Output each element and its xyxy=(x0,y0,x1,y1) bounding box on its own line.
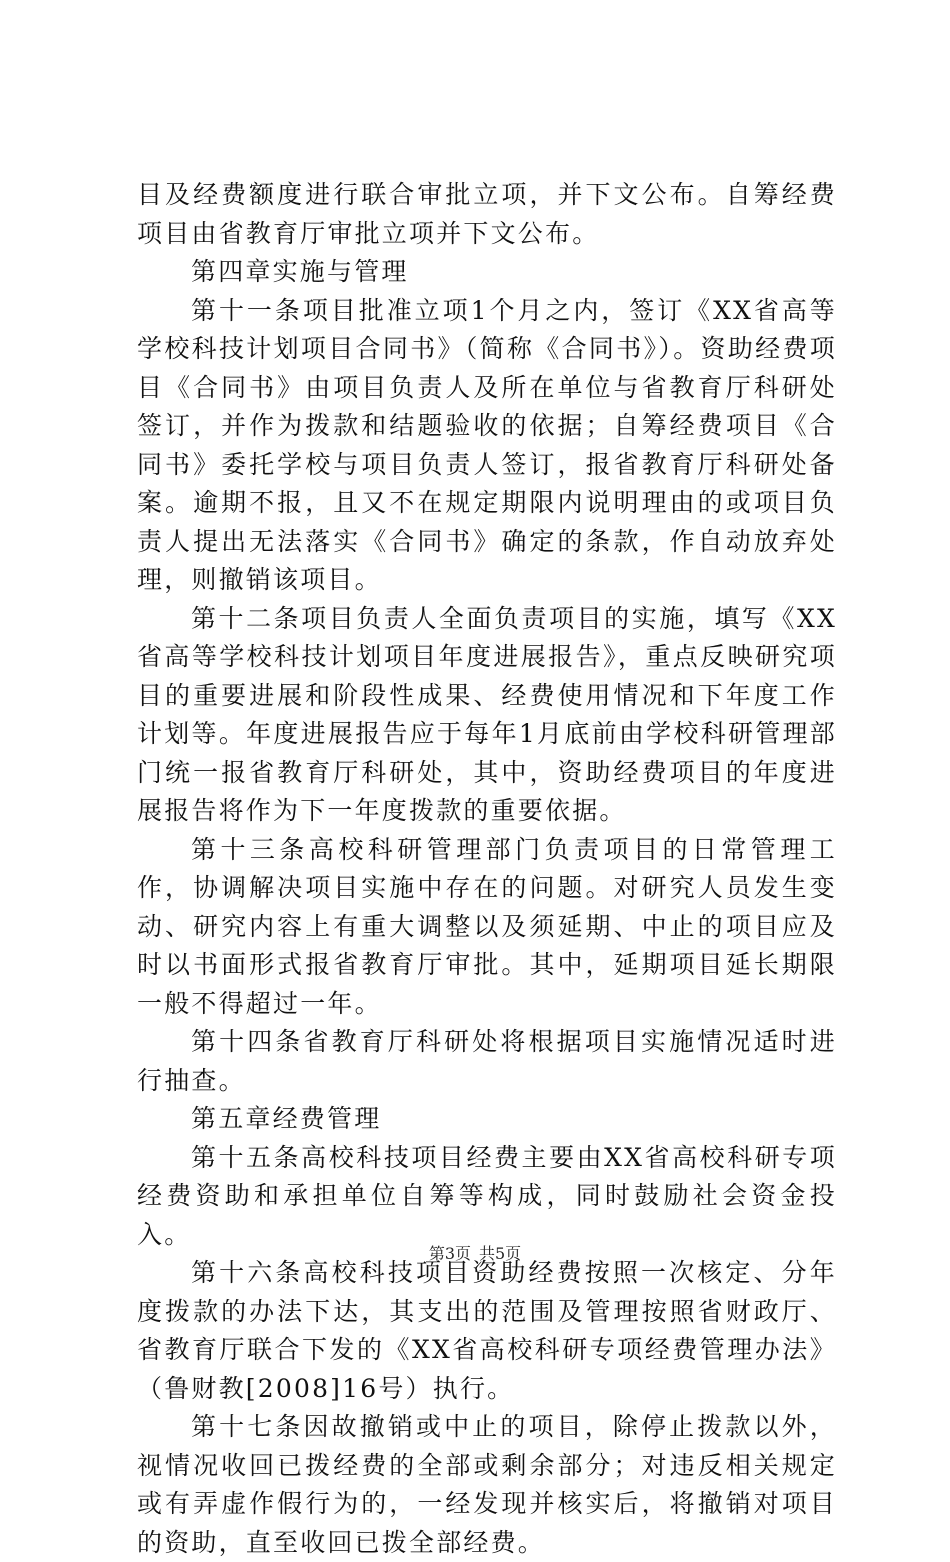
page-total: 共5页 xyxy=(479,1244,522,1263)
article-15: 第十五条高校科技项目经费主要由XX省高校科研专项经费资助和承担单位自筹等构成，同时鼓励社会资金投入。 xyxy=(137,1142,837,1249)
article-12: 第十二条项目负责人全面负责项目的实施，填写《XX省高等学校科技计划项目年度进展报告》，重点反映研究项目的重要进展和阶段性成果、经费使用情况和下年度工作计划等。年度进展报告应于每年1月底前由学校科研管理部门统一报省教育厅科研处，其中，资助经费项目的年度进展报告将作为下一年度拨款的重要依据。 xyxy=(137,603,837,825)
article-14: 第十四条省教育厅科研处将根据项目实施情况适时进行抽查。 xyxy=(137,1027,837,1095)
chapter-4-heading: 第四章实施与管理 xyxy=(191,257,409,286)
chapter-5-heading: 第五章经费管理 xyxy=(191,1104,382,1133)
page-footer xyxy=(0,1244,950,1264)
article-11: 第十一条项目批准立项1个月之内，签订《XX省高等学校科技计划项目合同书》（简称《合同书》）。资助经费项目《合同书》由项目负责人及所在单位与省教育厅科研处签订，并作为拨款和结题验收的依据；自筹经费项目《合同书》委托学校与项目负责人签订，报省教育厅科研处备案。逾期不报，且又不在规定期限内说明理由的或项目负责人提出无法落实《合同书》确定的条款，作自动放弃处理，则撤销该项目。 xyxy=(137,295,837,594)
page-number: 第3页 xyxy=(428,1244,471,1263)
article-13: 第十三条高校科研管理部门负责项目的日常管理工作，协调解决项目实施中存在的问题。对研究人员发生变动、研究内容上有重大调整以及须延期、中止的项目应及时以书面形式报省教育厅审批。其中，延期项目延长期限一般不得超过一年。 xyxy=(137,834,837,1018)
article-17: 第十七条因故撤销或中止的项目，除停止拨款以外，视情况收回已拨经费的全部或剩余部分；对违反相关规定或有弄虚作假行为的，一经发现并核实后，将撤销对项目的资助，直至收回已拨全部经费。 xyxy=(137,1412,837,1557)
document-body xyxy=(137,176,837,1562)
article-16: 第十六条高校科技项目资助经费按照一次核定、分年度拨款的办法下达，其支出的范围及管理按照省财政厅、省教育厅联合下发的《XX省高校科研专项经费管理办法》（鲁财教[2008]16号）执行。 xyxy=(137,1258,837,1403)
paragraph-intro: 目及经费额度进行联合审批立项，并下文公布。自筹经费项目由省教育厅审批立项并下文公布。 xyxy=(137,180,837,248)
